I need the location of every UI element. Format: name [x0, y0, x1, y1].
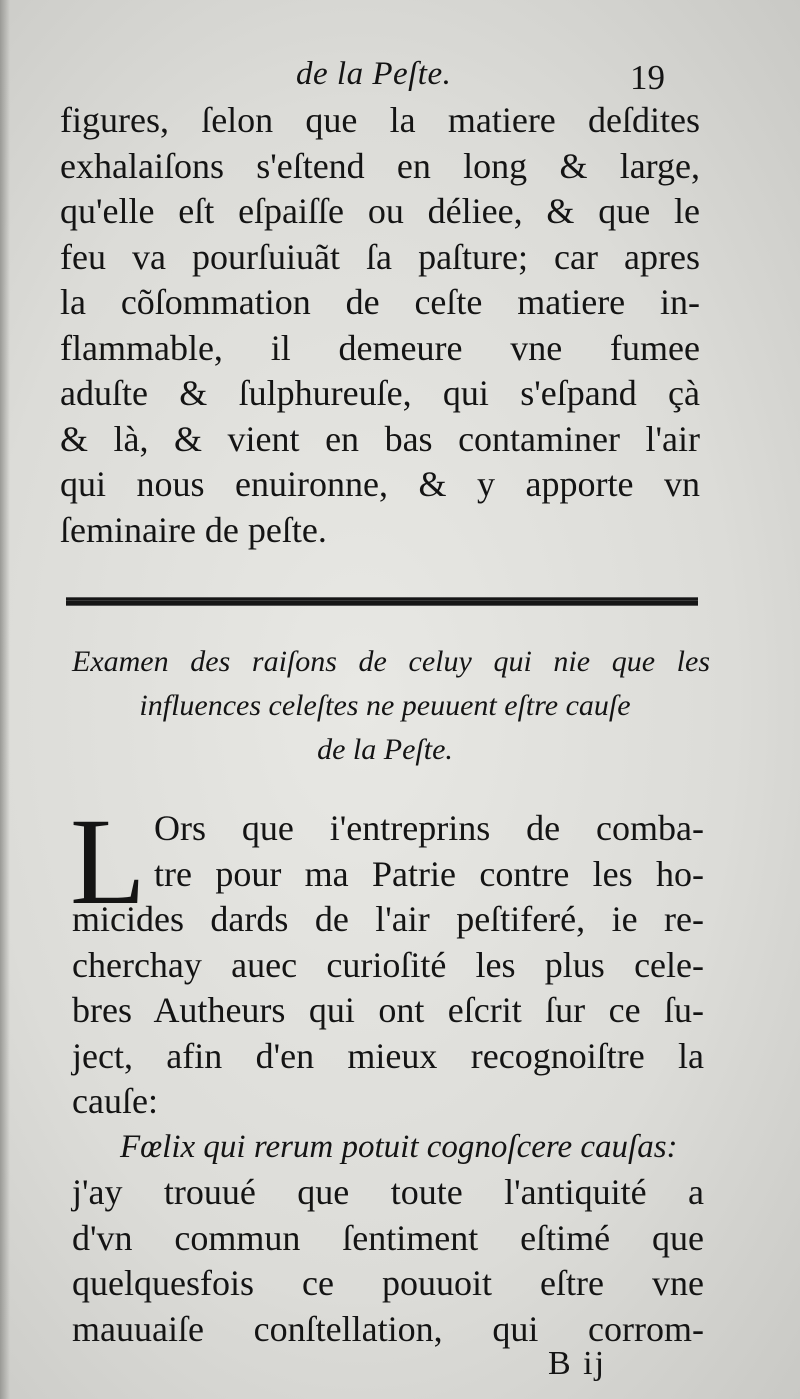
text-line: qui nous enuironne, & y apporte vn	[60, 464, 700, 504]
text-line: figures, ſelon que la matiere deſdites	[60, 100, 700, 140]
text-line: micides dards de l'air peſtiferé, ie re-	[72, 899, 704, 939]
text-line: ject, afin d'en mieux recognoiſtre la	[72, 1035, 704, 1076]
heading-line: influences celeſtes ne peuuent eſtre cauſe	[139, 689, 631, 722]
text-line: ſeminaire de peſte.	[60, 509, 327, 550]
text-line: tre pour ma Patrie contre les ho-	[154, 853, 704, 894]
text-line: aduſte & ſulphureuſe, qui s'eſpand çà	[60, 373, 700, 413]
page-number: 19	[630, 58, 665, 97]
page-edge-shadow	[0, 0, 10, 1399]
drop-cap-letter: L	[70, 793, 146, 930]
text-line: mauuaiſe conſtellation, qui corrom-	[72, 1308, 704, 1349]
text-line: exhalaiſons s'eſtend en long & large,	[60, 145, 700, 186]
text-line: cauſe:	[72, 1081, 158, 1121]
heading-line: de la Peſte.	[317, 733, 453, 766]
text-line: d'vn commun ſentiment eſtimé que	[72, 1217, 704, 1258]
text-line: la cõſommation de ceſte matiere in-	[60, 282, 700, 322]
text-line: cherchay auec curioſité les plus cele-	[72, 944, 704, 985]
text-line: flammable, il demeure vne fumee	[60, 327, 700, 368]
text-line: & là, & vient en bas contaminer l'air	[60, 418, 700, 459]
text-line: j'ay trouué que toute l'antiquité a	[72, 1172, 704, 1212]
text-line: quelquesfois ce pouuoit eſtre vne	[72, 1263, 704, 1303]
paragraph-2	[70, 793, 704, 1352]
section-divider-rule	[66, 597, 698, 606]
text-line: bres Autheurs qui ont eſcrit ſur ce ſu-	[72, 990, 704, 1030]
text-line: qu'elle eſt eſpaiſſe ou déliee, & que le	[60, 191, 700, 231]
signature-mark: B ij	[548, 1345, 607, 1382]
running-title: de la Peſte.	[296, 56, 452, 92]
latin-quote: Fœlix qui rerum potuit cognoſcere cauſas:	[120, 1128, 678, 1165]
text-line: Ors que i'entreprins de comba-	[154, 808, 704, 848]
heading-line: Examen des raiſons de celuy qui nie que les	[72, 645, 710, 678]
page-header	[0, 52, 800, 102]
paragraph-2-lines	[70, 793, 704, 1125]
paragraph-1	[60, 98, 700, 553]
section-heading	[60, 640, 710, 772]
text-line: feu va pourſuiuãt ſa paſture; car apres	[60, 236, 700, 277]
